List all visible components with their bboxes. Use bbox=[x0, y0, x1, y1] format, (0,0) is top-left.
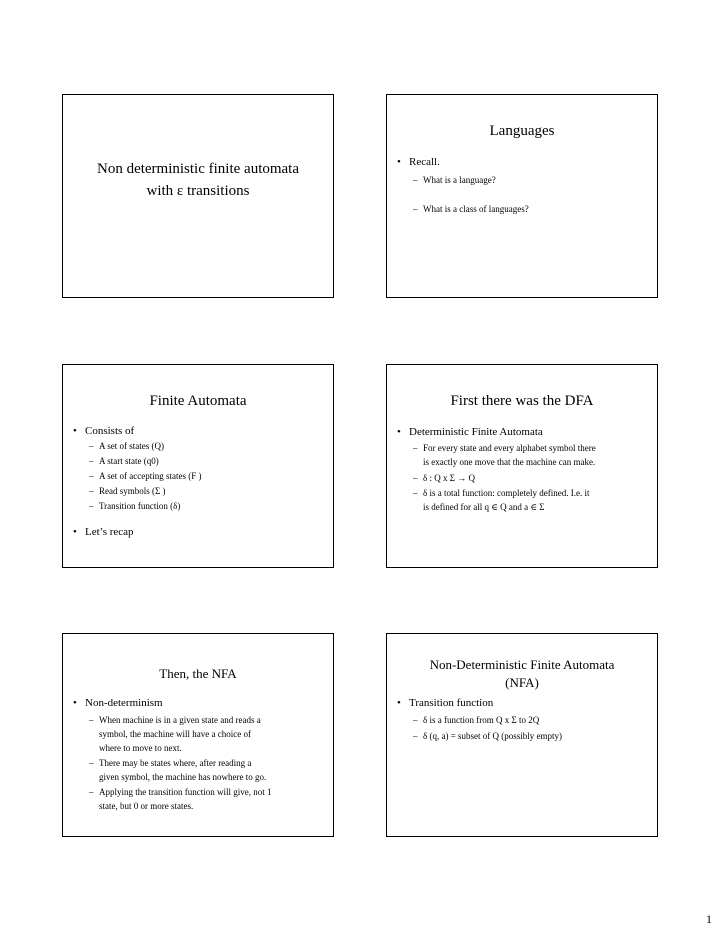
sub-bullet-continuation: symbol, the machine will have a choice of bbox=[99, 729, 251, 739]
sub-bullet-continuation: is exactly one move that the machine can make. bbox=[423, 457, 596, 467]
sub-bullet: – A set of states (Q) bbox=[99, 439, 164, 454]
slide-nfa bbox=[62, 633, 334, 837]
bullet: • Recall. bbox=[409, 156, 440, 169]
bullet: • Non-determinism bbox=[85, 697, 163, 710]
bullet: • Deterministic Finite Automata bbox=[409, 426, 543, 439]
sub-bullet: – δ is a total function: completely defined. I.e. it bbox=[423, 486, 589, 501]
sub-bullet: – For every state and every alphabet symbol there bbox=[423, 441, 596, 456]
sub-bullet: – Transition function (δ) bbox=[99, 499, 180, 514]
sub-bullet: – There may be states where, after reading a bbox=[99, 756, 251, 771]
slide-heading: Then, the NFA bbox=[159, 666, 237, 681]
slide-finite-automata bbox=[62, 364, 334, 568]
slide-dfa bbox=[386, 364, 658, 568]
bullet: • Transition function bbox=[409, 697, 493, 710]
sub-bullet: – δ : Q x Σ → Q bbox=[423, 471, 475, 486]
page-number: 1 bbox=[706, 912, 712, 926]
sub-bullet: – δ (q, a) = subset of Q (possibly empty) bbox=[423, 729, 562, 744]
sub-bullet: – When machine is in a given state and reads a bbox=[99, 713, 261, 728]
slide-nfa-definition bbox=[386, 633, 658, 837]
sub-bullet-continuation: given symbol, the machine has nowhere to go. bbox=[99, 772, 267, 782]
sub-bullet: – δ is a function from Q x Σ to 2Q bbox=[423, 713, 539, 728]
slide-title-line2: with ε transitions bbox=[146, 183, 250, 199]
bullet: • Consists of bbox=[85, 425, 134, 438]
slide-heading-line2: (NFA) bbox=[505, 675, 539, 690]
sub-bullet-continuation: where to move to next. bbox=[99, 743, 182, 753]
sub-bullet-continuation: is defined for all q ∈ Q and a ∈ Σ bbox=[423, 502, 545, 512]
slide-heading-line1: Non-Deterministic Finite Automata bbox=[429, 657, 615, 672]
sub-bullet: – A start state (q0) bbox=[99, 454, 159, 469]
sub-bullet: – Read symbols (Σ ) bbox=[99, 484, 165, 499]
slide-title bbox=[62, 94, 334, 298]
slide-heading: Languages bbox=[489, 123, 555, 139]
bullet: • Let’s recap bbox=[85, 526, 134, 539]
slide-title-line1: Non deterministic finite automata bbox=[96, 161, 300, 177]
sub-bullet: – What is a class of languages? bbox=[423, 202, 529, 217]
sub-bullet: – What is a language? bbox=[423, 173, 496, 188]
slide-heading: Finite Automata bbox=[149, 393, 247, 409]
sub-bullet: – Applying the transition function will give, not 1 bbox=[99, 785, 271, 800]
slide-heading: First there was the DFA bbox=[450, 393, 594, 409]
sub-bullet: – A set of accepting states (F ) bbox=[99, 469, 201, 484]
sub-bullet-continuation: state, but 0 or more states. bbox=[99, 801, 194, 811]
slide-languages bbox=[386, 94, 658, 298]
